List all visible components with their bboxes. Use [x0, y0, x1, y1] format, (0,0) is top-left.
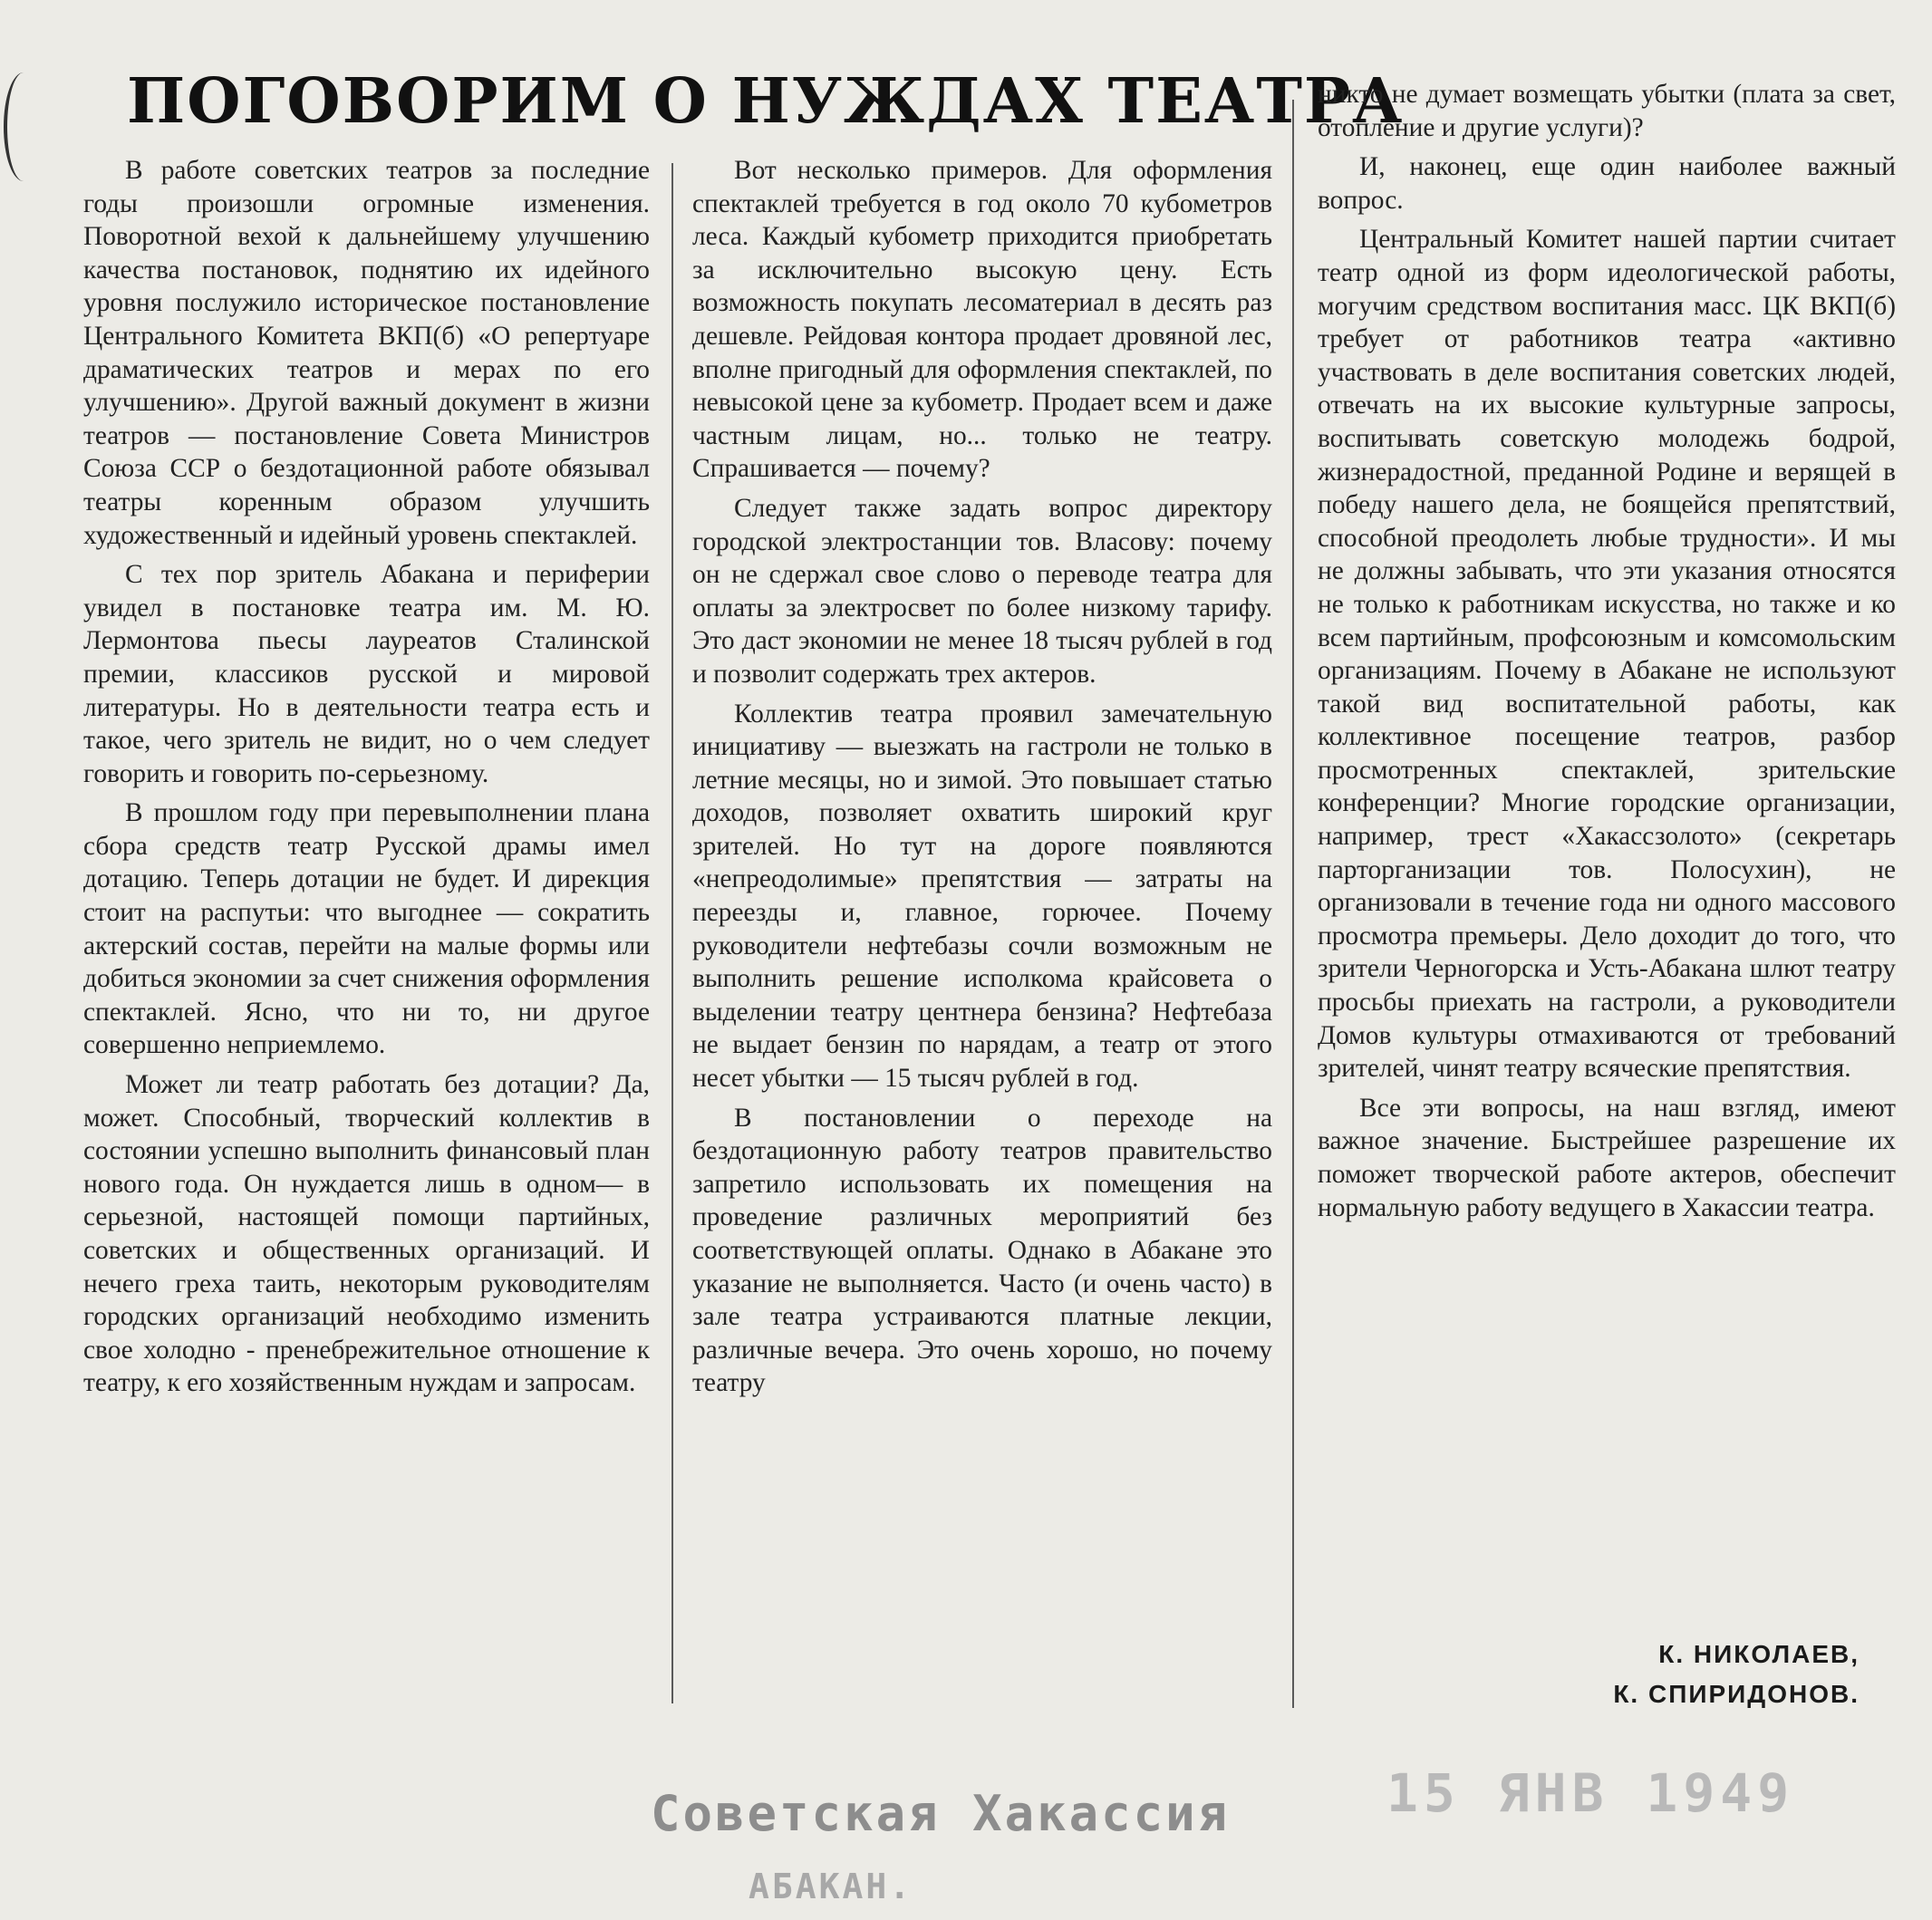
column-divider [671, 163, 673, 1703]
paragraph: В прошлом году при перевыполнении плана сбора средств театр Русской драмы имел дотацию. Теперь дотации не будет. И дирекция стоит на распутьи: что выгоднее — сократить актерский состав, перейти на малые формы или добиться экономии за счет снижения оформления спектаклей. Ясно, что ни то, ни другое совершенно неприемлемо. [83, 798, 650, 1060]
date-stamp: 15 ЯНВ 1949 [1386, 1762, 1795, 1824]
paragraph: Все эти вопросы, на наш взгляд, имеют важное значение. Быстрейшее разрешение их поможет творческой работе актеров, обеспечит нормальную работу ведущего в Хакассии театра. [1318, 1093, 1896, 1222]
paragraph: С тех пор зритель Абакана и периферии увидел в постановке театра им. М. Ю. Лермонтова пьесы лауреатов Сталинской премии, классиков русской и мировой литературы. Но в деятельности театра есть и такое, чего зритель не видит, но о чем следует говорить и говорить по-серьезному. [83, 560, 650, 788]
city-stamp: АБАКАН. [749, 1867, 913, 1906]
article-column-3 [1318, 78, 1896, 1230]
paragraph: В работе советских театров за последние годы произошли огромные изменения. Поворотной вехой к дальнейшему улучшению качества постановок, поднятию их идейного уровня послужило историческое постановление Центрального Комитета ВКП(б) «О репертуаре драматических театров и мерах по его улучшению». Другой важный документ в жизни театров — постановление Совета Министров Союза ССР о бездотационной работе обязывал театры коренным образом улучшить художественный и идейный уровень спектаклей. [83, 156, 650, 550]
paragraph: Вот несколько примеров. Для оформления спектаклей требуется в год около 70 кубометров леса. Каждый кубометр приходится приобретать за исключительно высокую цену. Есть возможность покупать лесоматериал в десять раз дешевле. Рейдовая контора продает дровяной лес, вполне пригодный для оформления спектаклей, по невысокой цене за кубометр. Продает всем и даже частным лицам, но... только не театру. Спрашивается — почему? [692, 156, 1272, 484]
column-divider [1292, 100, 1294, 1708]
paragraph: В постановлении о переходе на бездотационную работу театров правительство запретило использовать их помещения на проведение различных мероприятий без соответствующей оплаты. Однако в Абакане это указание не выполняется. Часто (и очень часто) в зале театра устраиваются платные лекции, различные вечера. Это очень хорошо, но почему театру [692, 1103, 1272, 1398]
paragraph: Следует также задать вопрос директору городской электростанции тов. Власову: почему он не сдержал свое слово о переводе театра для оплаты за электросвет по более низкому тарифу. Это даст экономии не менее 18 тысяч рублей в год и позволит содержать трех актеров. [692, 493, 1272, 689]
author-signature: К. НИКОЛАЕВ, [1658, 1640, 1860, 1668]
newspaper-name-stamp: Советская Хакассия [651, 1785, 1231, 1842]
paragraph: Коллектив театра проявил замечательную инициативу — выезжать на гастроли не только в летние месяцы, но и зимой. Это повышает статью доходов, позволяет охватить широкий круг зрителей. Но тут на дороге появляются «непреодолимые» препятствия — затраты на переезды и, главное, горючее. Почему руководители нефтебазы сочли возможным не выполнить решение исполкома крайсовета о выделении театру центнера бензина? Нефтебаза не выдает бензин по нарядам, а театр от этого несет убытки — 15 тысяч рублей в год. [692, 699, 1272, 1094]
article-column-2 [692, 154, 1272, 1406]
page-edge-mark [4, 72, 43, 181]
article-column-1 [83, 154, 650, 1406]
article-headline: ПОГОВОРИМ О НУЖДАХ ТЕАТРА [127, 65, 1405, 138]
paragraph: Центральный Комитет нашей партии считает театр одной из форм идеологической работы, могучим средством воспитания масс. ЦК ВКП(б) требует от работников театра «активно участвовать в деле воспитания советских людей, отвечать на их высокие культурные запросы, воспитывать советскую молодежь бодрой, жизнерадостной, преданной Родине и верящей в победу нашего дела, не боящейся препятствий, способной преодолеть любые трудности». И мы не должны забывать, что эти указания относятся не только к работникам искусства, но также и ко всем партийным, профсоюзным и комсомольским организациям. Почему в Абакане не используют такой вид воспитательной работы, как коллективное посещение театров, разбор просмотренных спектаклей, зрительские конференции? Многие городские организации, например, трест «Хакассзолото» (секретарь парторганизации тов. Полосухин), не организовали в течение года ни одного массового просмотра премьеры. Дело доходит до того, что зрители Черногорска и Усть-Абакана шлют театру просьбы приехать на гастроли, а руководители Домов культуры отмахиваются от требований зрителей, чинят театру всяческие препятствия. [1318, 225, 1896, 1084]
paragraph: никто не думает возмещать убытки (плата за свет, отопление и другие услуги)? [1318, 80, 1896, 142]
author-signature: К. СПИРИДОНОВ. [1613, 1680, 1860, 1708]
paragraph: Может ли театр работать без дотации? Да, может. Способный, творческий коллектив в состоянии успешно выполнить финансовый план нового года. Он нуждается лишь в одном— в серьезной, настоящей помощи партийных, советских и общественных организаций. И нечего греха таить, некоторым руководителям городских организаций необходимо изменить свое холодно - пренебрежительное отношение к театру, к его хозяйственным нуждам и запросам. [83, 1070, 650, 1398]
paragraph: И, наконец, еще один наиболее важный вопрос. [1318, 152, 1896, 215]
